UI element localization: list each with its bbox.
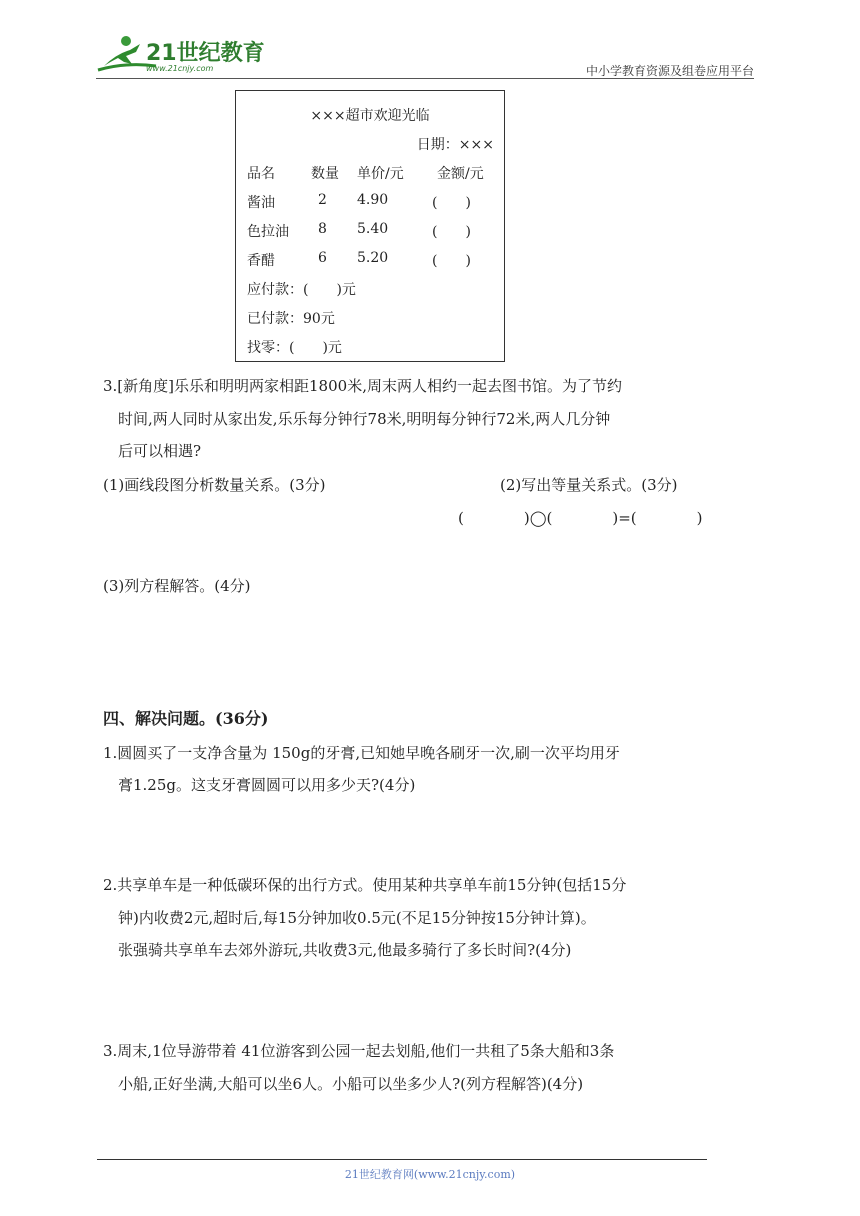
col-qty-header: 数量: [311, 166, 339, 182]
row-name: 色拉油: [247, 224, 289, 240]
section-4-heading: 四、解决问题。(36分): [103, 709, 269, 728]
receipt-paid: 已付款：90元: [247, 311, 335, 327]
row-name: 香醋: [247, 253, 275, 269]
logo-url: www.21cnjy.com: [146, 64, 214, 73]
q3-sub-1: (1)画线段图分析数量关系。(3分): [103, 476, 326, 494]
q3-line-3: 后可以相遇?: [118, 442, 202, 460]
row-qty: 6: [318, 250, 327, 266]
row-price: 4.90: [357, 192, 389, 208]
col-amount-header: 金额/元: [437, 166, 484, 182]
receipt-payable: 应付款：( )元: [247, 282, 356, 298]
row-qty: 8: [318, 221, 327, 237]
col-price-header: 单价/元: [357, 166, 404, 182]
problem-2-line-3: 张强骑共享单车去郊外游玩,共收费3元,他最多骑行了多长时间?(4分): [118, 941, 572, 959]
problem-1-line-2: 膏1.25g。这支牙膏圆圆可以用多少天?(4分): [118, 776, 416, 794]
q3-sub-3: (3)列方程解答。(4分): [103, 577, 251, 595]
problem-3-line-1: 3.周末,1位导游带着 41位游客到公园一起去划船,他们一共租了5条大船和3条: [103, 1042, 615, 1060]
q3-equation-blanks: ( )◯( )=( ): [458, 509, 703, 527]
row-amount-blank: ( ): [432, 253, 471, 269]
row-price: 5.40: [357, 221, 389, 237]
row-price: 5.20: [357, 250, 389, 266]
row-name: 酱油: [247, 195, 275, 211]
problem-2-line-1: 2.共享单车是一种低碳环保的出行方式。使用某种共享单车前15分钟(包括15分: [103, 876, 627, 894]
footer-link[interactable]: 21世纪教育网(www.21cnjy.com): [344, 1168, 516, 1181]
row-amount-blank: ( ): [432, 224, 471, 240]
problem-2-line-2: 钟)内收费2元,超时后,每15分钟加收0.5元(不足15分钟按15分钟计算)。: [118, 909, 596, 927]
problem-3-line-2: 小船,正好坐满,大船可以坐6人。小船可以坐多少人?(列方程解答)(4分): [118, 1075, 584, 1093]
logo-text: 21世纪教育: [146, 41, 265, 66]
receipt-change: 找零：( )元: [247, 340, 342, 356]
receipt-box: [235, 90, 505, 362]
row-qty: 2: [318, 192, 327, 208]
q3-line-1: 3.[新角度]乐乐和明明两家相距1800米,周末两人相约一起去图书馆。为了节约: [103, 377, 622, 395]
problem-1-line-1: 1.圆圆买了一支净含量为 150g的牙膏,已知她早晚各刷牙一次,刷一次平均用牙: [103, 744, 620, 762]
q3-line-2: 时间,两人同时从家出发,乐乐每分钟行78米,明明每分钟行72米,两人几分钟: [118, 410, 611, 428]
header-divider: [96, 78, 754, 79]
footer-divider: [97, 1159, 707, 1160]
receipt-date: 日期：×××: [416, 137, 494, 153]
receipt-title: ×××超市欢迎光临: [310, 108, 430, 124]
q3-sub-2: (2)写出等量关系式。(3分): [500, 476, 678, 494]
site-name: 中小学教育资源及组卷应用平台: [585, 64, 754, 78]
row-amount-blank: ( ): [432, 195, 471, 211]
col-name-header: 品名: [247, 166, 275, 182]
